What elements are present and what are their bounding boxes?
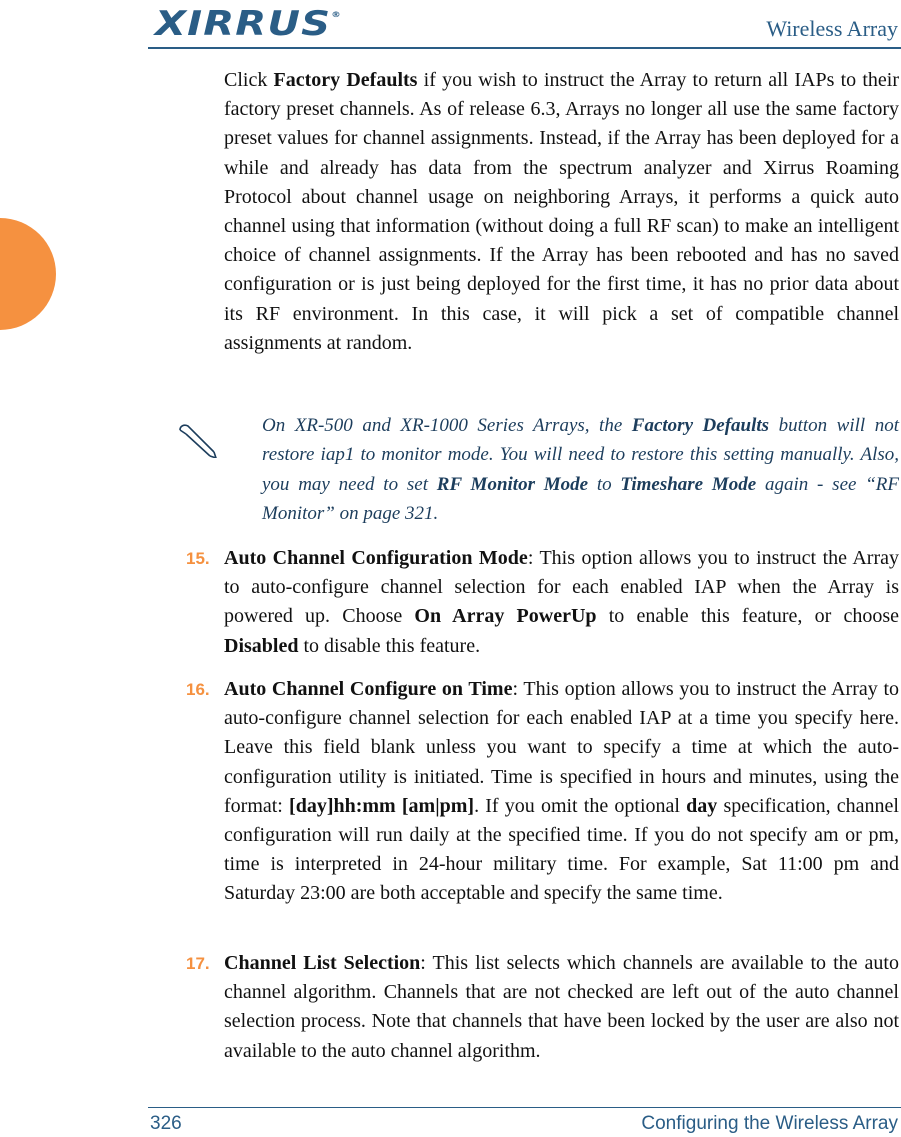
list-item-text: Channel List Selection: This list selects which channels are available to the auto channel algorithm. Channels that are not checked are left out of the auto channel selection process. Note that channels that have been locked by the user are also not available to the auto channel algorithm. [224, 952, 899, 1062]
list-item-text: Auto Channel Configure on Time: This option allows you to instruct the Array to auto-configure channel selection for each enabled IAP at a time you specify here. Leave this field blank unless you want to specify a time at which the auto-configuration utility is initiated. Time is specified in hours and minutes, using the format: [day]hh:mm [am|pm]. If you omit the optional day specification, channel configuration will run daily at the specified time. If you do not specify am or pm, time is interpreted in 24-hour military time. For example, Sat 11:00 pm and Saturday 23:00 are both acceptable and specify the same time. [224, 678, 900, 905]
footer-rule [148, 1107, 901, 1108]
list-item-text: Auto Channel Configuration Mode: This option allows you to instruct the Array to auto-configure channel selection for each enabled IAP when the Array is powered up. Choose On Array PowerUp to enable this feature, or choose Disabled to disable this feature. [224, 547, 899, 657]
registered-mark: ® [331, 10, 342, 19]
list-number: 15. [186, 549, 210, 568]
xirrus-logo: XIRRUS® [155, 4, 342, 44]
note-text: On XR-500 and XR-1000 Series Arrays, the Factory Defaults button will not restore iap1 to monitor mode. You will need to restore this setting manually. Also, you may need to set RF Monitor Mode to Timeshare Mode again - see “RF Monitor” on page 321. [262, 415, 899, 525]
list-number: 16. [186, 680, 210, 699]
chapter-tab-marker [0, 218, 56, 330]
list-number: 17. [186, 954, 210, 973]
factory-defaults-term: Factory Defaults [273, 69, 418, 91]
pencil-note-icon [176, 418, 220, 458]
header-rule [148, 47, 901, 49]
intro-paragraph: Click Factory Defaults if you wish to instruct the Array to return all IAPs to their factory preset channels. As of release 6.3, Arrays no longer all use the same factory preset values for channel assignments. Instead, if the Array has been deployed for a while and already has data from the spectrum analyzer and Xirrus Roaming Protocol about channel usage on neighboring Arrays, it performs a quick auto channel using that information (without doing a full RF scan) to make an intelligent choice of channel assignments. If the Array has been rebooted and has no saved configuration or is just being deployed for the first time, it has no prior data about its RF environment. In this case, it will pick a set of compatible channel assignments at random. [224, 69, 899, 354]
footer-section-title: Configuring the Wireless Array [641, 1113, 898, 1134]
page-number: 326 [150, 1113, 182, 1134]
header-title: Wireless Array [766, 16, 898, 41]
